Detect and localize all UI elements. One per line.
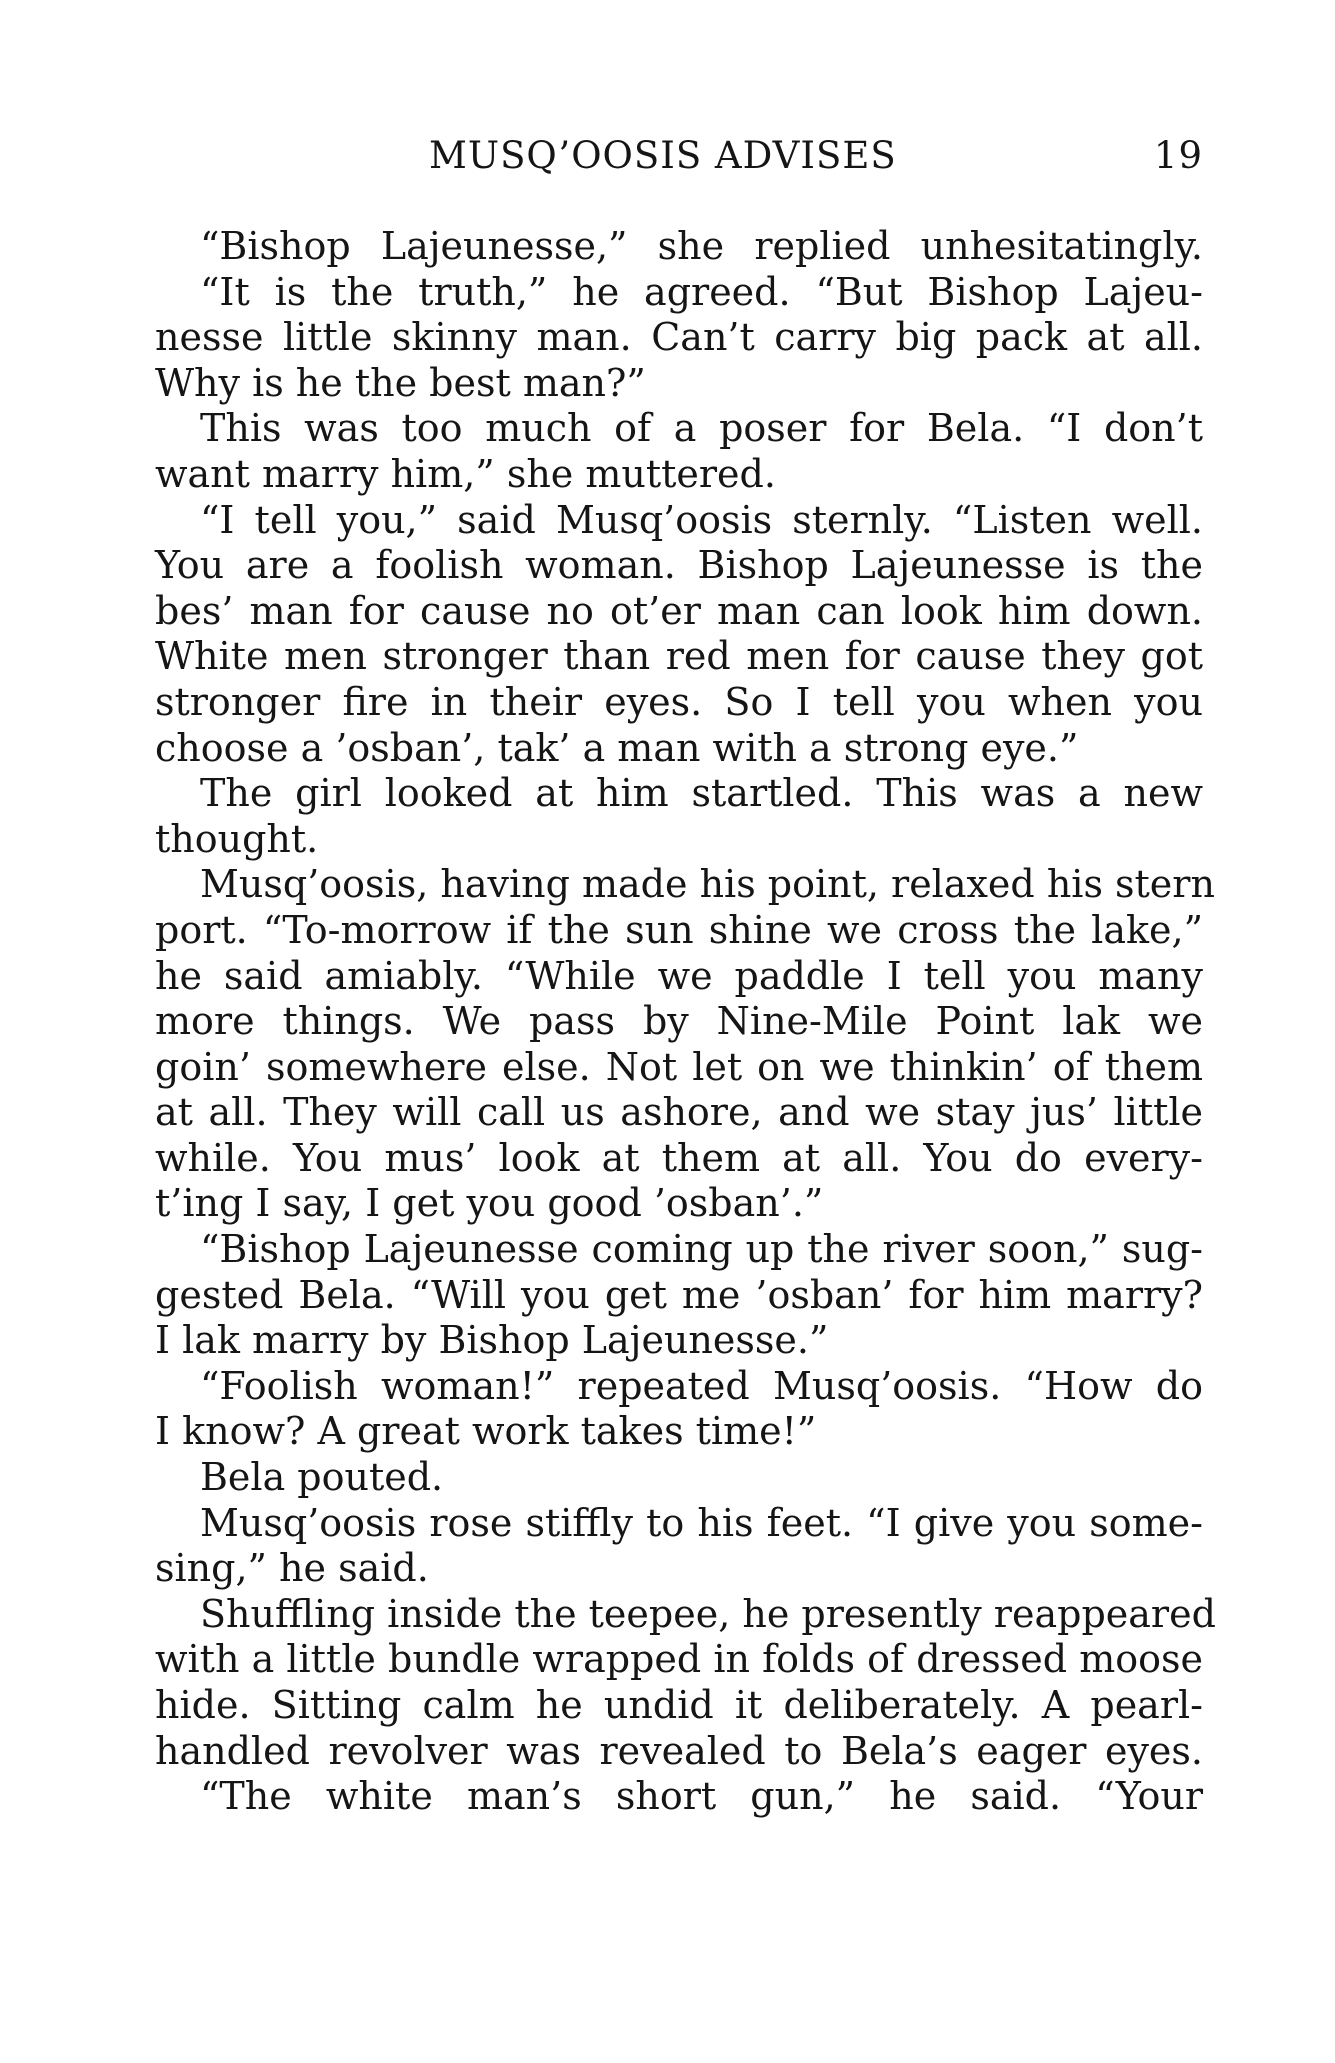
text-line: The girl looked at him startled. This was a new [200, 771, 1203, 816]
text-line: “I tell you,” said Musq’oosis sternly. “Listen well. [200, 497, 1203, 542]
text-line: Why is he the best man?” [155, 360, 646, 405]
text-line: thought. [155, 816, 319, 861]
text-line: This was too much of a poser for Bela. “I don’t [200, 406, 1203, 451]
text-line: choose a ’osban’, tak’ a man with a strong eye.” [155, 725, 1079, 770]
text-line: gested Bela. “Will you get me ’osban’ for him marry? [155, 1272, 1203, 1317]
text-line: handled revolver was revealed to Bela’s eager eyes. [155, 1728, 1203, 1773]
text-line: he said amiably. “While we paddle I tell you many [155, 953, 1203, 998]
text-line: more things. We pass by Nine-Mile Point lak we [155, 999, 1203, 1044]
text-line: I lak marry by Bishop Lajeunesse.” [155, 1318, 829, 1363]
text-line: want marry him,” she muttered. [155, 451, 776, 496]
running-head [155, 134, 1203, 186]
text-line: “Bishop Lajeunesse coming up the river soon,” sug- [200, 1227, 1203, 1272]
text-line: port. “To-morrow if the sun shine we cross the lake,” [155, 907, 1203, 952]
text-line: “The white man’s short gun,” he said. “Your [200, 1774, 1203, 1819]
text-line: “Foolish woman!” repeated Musq’oosis. “How do [200, 1363, 1203, 1408]
text-line: nesse little skinny man. Can’t carry big pack at all. [155, 315, 1203, 360]
text-line: Musq’oosis, having made his point, relaxed his stern [200, 862, 1215, 907]
text-line: You are a foolish woman. Bishop Lajeunesse is the [155, 543, 1203, 588]
text-line: bes’ man for cause no ot’er man can look him down. [155, 588, 1203, 633]
text-line: while. You mus’ look at them at all. You do every- [155, 1135, 1203, 1180]
text-line: White men stronger than red men for cause they got [155, 634, 1203, 679]
text-line: with a little bundle wrapped in folds of dressed moose [155, 1637, 1203, 1682]
text-line: Musq’oosis rose stiffly to his feet. “I give you some- [200, 1500, 1203, 1545]
text-line: I know? A great work takes time!” [155, 1409, 817, 1454]
text-line: “Bishop Lajeunesse,” she replied unhesitatingly. [200, 224, 1203, 268]
text-line: hide. Sitting calm he undid it deliberately. A pearl- [155, 1683, 1203, 1727]
body-text [155, 224, 1216, 1820]
text-line: sing,” he said. [155, 1546, 429, 1591]
text-line: t’ing I say, I get you good ’osban’.” [155, 1181, 824, 1226]
running-title: MUSQ’OOSIS ADVISES [429, 134, 897, 177]
text-line: stronger fire in their eyes. So I tell you when you [155, 679, 1203, 724]
text-line: Shuffling inside the teepee, he presently reappeared [200, 1591, 1216, 1636]
text-line: at all. They will call us ashore, and we stay jus’ little [155, 1090, 1203, 1135]
page-number: 19 [1153, 134, 1203, 177]
text-line: “It is the truth,” he agreed. “But Bishop Lajeu- [200, 269, 1203, 314]
text-line: Bela pouted. [200, 1455, 444, 1500]
text-line: goin’ somewhere else. Not let on we thinkin’ of them [155, 1044, 1203, 1089]
